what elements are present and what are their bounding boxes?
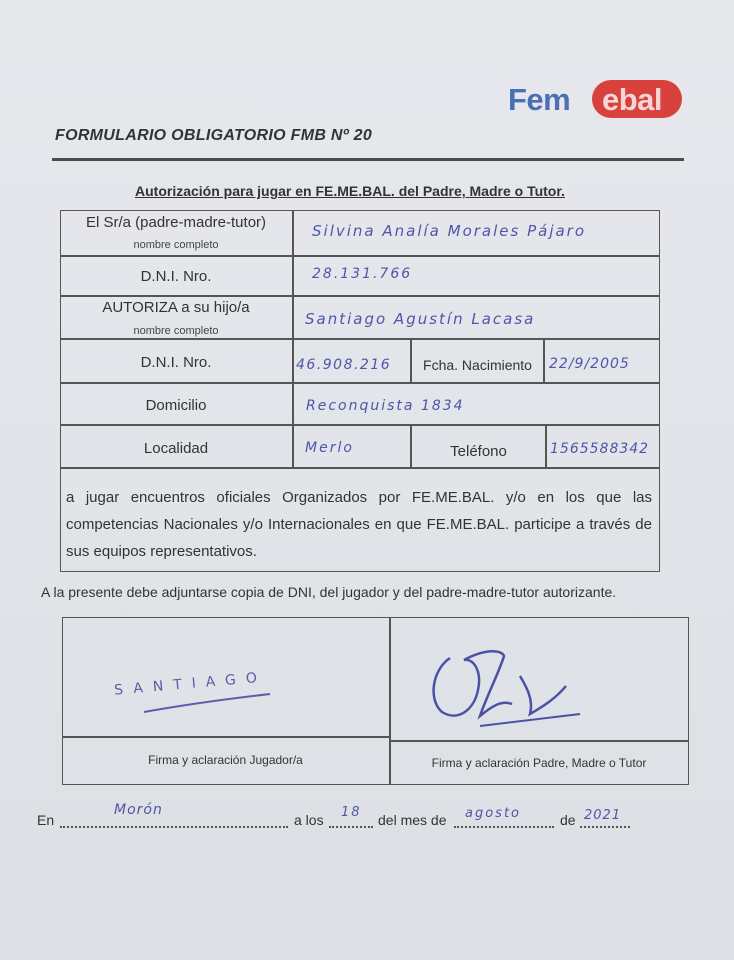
row-divider [60,424,660,426]
address-label: Domicilio [145,397,207,414]
column-divider [545,424,547,467]
birth-date-label: Fcha. Nacimiento [423,357,532,373]
child-name-value: Santiago Agustín Lacasa [305,310,536,328]
femebal-logo [508,80,680,120]
authorization-text: a jugar encuentros oficiales Organizados por FE.ME.BAL. y/o en los que las competencias Nacionales y/o Internacionales en que FE.ME.BAL. participe a través de sus equipos representativos. [66,489,652,560]
player-signature-caption: Firma y aclaración Jugador/a [148,753,303,767]
authorizes-label: AUTORIZA a su hijo/a [102,299,250,316]
day-value: 18 [341,805,362,820]
logo-text-ebal: ebal [602,82,663,117]
parent-signature [420,640,610,730]
header-divider [52,158,684,161]
locality-value: Merlo [305,440,354,456]
phone-label: Teléfono [450,443,507,460]
row-divider [60,382,660,384]
phone-value: 1565588342 [550,441,650,457]
locality-label: Localidad [143,440,209,457]
parent-dni-value: 28.131.766 [312,266,413,282]
signature-caption-divider [389,740,689,742]
form-title: FORMULARIO OBLIGATORIO FMB Nº 20 [55,127,373,144]
row-divider [60,295,660,297]
child-dni-label: D.N.I. Nro. [140,354,212,371]
player-signature: SANTIAGO [113,669,268,699]
row-divider [60,338,660,340]
footer-mes-label: del mes de [378,812,447,828]
parent-name-value: Silvina Analía Morales Pájaro [312,222,587,240]
parent-signature-caption: Firma y aclaración Padre, Madre o Tutor [431,756,647,770]
player-signature-stroke [140,688,280,718]
logo-text-fem: Fem [508,82,571,117]
parent-label: El Sr/a (padre-madre-tutor) [85,214,267,231]
footer-de-label: de [560,812,576,828]
attachment-note: A la presente debe adjuntarse copia de DNI, del jugador y del padre-madre-tutor autorizante. [41,584,617,600]
column-divider [543,338,545,382]
place-value: Morón [114,802,163,818]
child-sublabel: nombre completo [133,325,219,337]
signature-caption-divider [62,736,389,738]
form-subtitle: Autorización para jugar en FE.ME.BAL. del Padre, Madre o Tutor. [135,183,565,199]
month-value: agosto [465,806,521,821]
address-value: Reconquista 1834 [306,398,465,414]
logo-badge [592,80,682,118]
parent-dni-label: D.N.I. Nro. [140,268,212,285]
column-divider [292,210,294,467]
row-divider [60,467,660,469]
place-line [60,810,288,828]
year-value: 2021 [584,808,622,823]
parent-sublabel: nombre completo [133,239,219,251]
birth-date-value: 22/9/2005 [549,356,630,372]
child-dni-value: 46.908.216 [296,357,392,373]
footer-en-label: En [37,812,55,828]
row-divider [60,255,660,257]
footer-a-los-label: a los [294,812,324,828]
